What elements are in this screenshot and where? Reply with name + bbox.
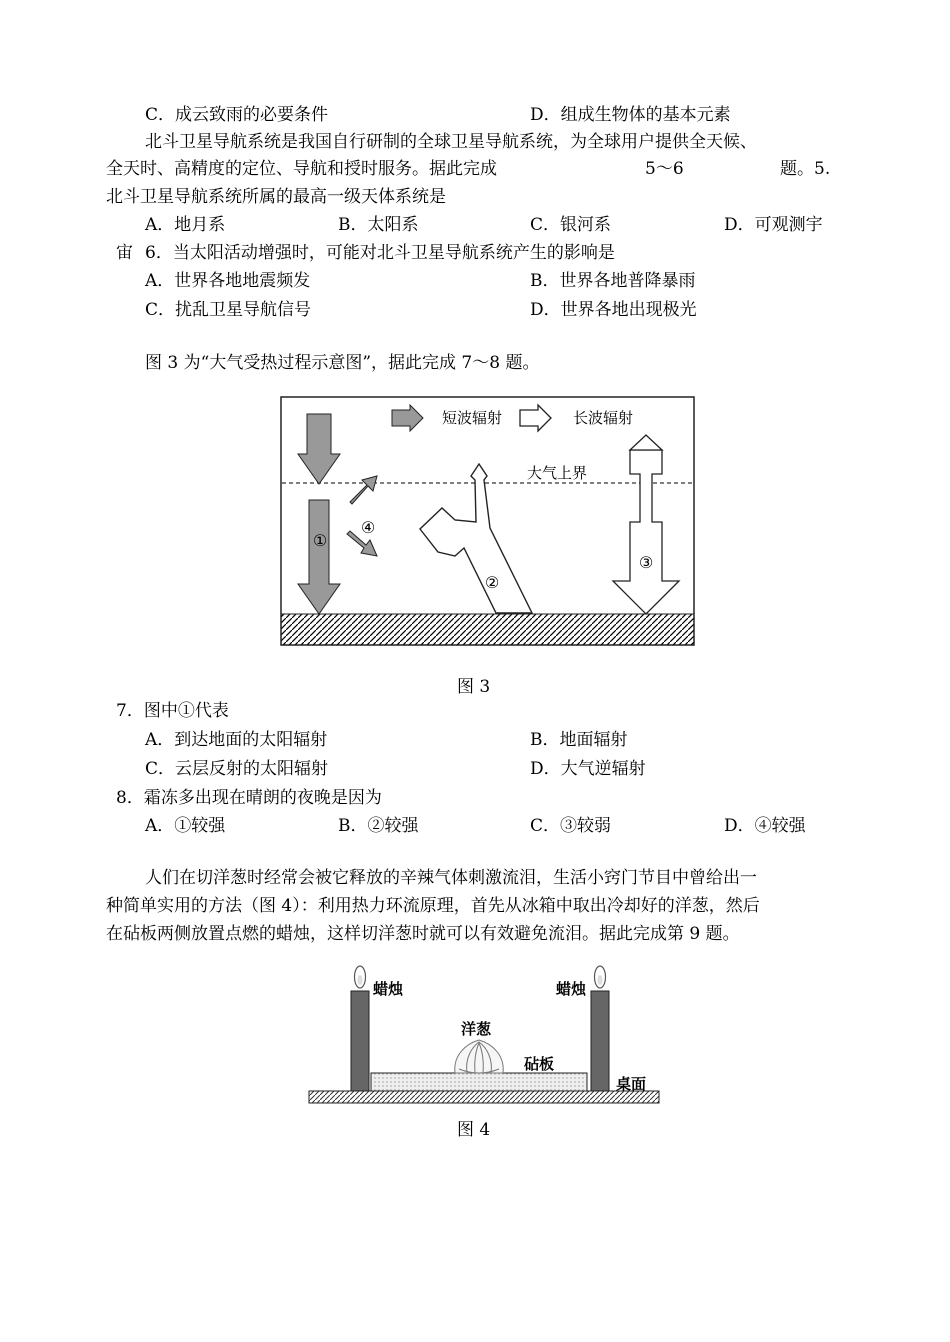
q6-option-d: D．世界各地出现极光 (530, 300, 697, 320)
q7-stem: 7．图中①代表 (116, 701, 229, 721)
q8-option-a: A．①较强 (145, 816, 226, 836)
q7-option-b: B．地面辐射 (530, 730, 628, 750)
q8-option-b: B．②较强 (338, 816, 419, 836)
figure-4-caption: 图 4 (457, 1120, 491, 1140)
figure-4-diagram (305, 960, 665, 1110)
q7-option-a: A．到达地面的太阳辐射 (145, 730, 328, 750)
q8-option-c: C．③较弱 (530, 816, 612, 836)
intro-5-6-range: 5～6 (645, 159, 684, 179)
q6-option-b: B．世界各地普降暴雨 (530, 271, 696, 291)
figure-3-caption: 图 3 (457, 677, 491, 697)
intro-9-line2: 种简单实用的方法（图 4）：利用热力环流原理，首先从冰箱中取出冷却好的洋葱，然后 (106, 896, 760, 916)
q6-stem: 6．当太阳活动增强时，可能对北斗卫星导航系统产生的影响是 (145, 243, 615, 263)
figure-3-diagram (280, 396, 698, 648)
q8-option-d: D．④较强 (724, 816, 806, 836)
label-4: ④ (360, 518, 376, 537)
candle-right-label: 蜡烛 (556, 980, 587, 998)
candle-left-label: 蜡烛 (373, 980, 404, 998)
q6-option-a: A．世界各地地震频发 (145, 271, 311, 291)
label-1: ① (312, 531, 328, 550)
legend-long-wave: 长波辐射 (573, 409, 634, 427)
intro-5-6-line2: 全天时、高精度的定位、导航和授时服务。据此完成 (106, 159, 497, 179)
onion-label: 洋葱 (461, 1020, 492, 1038)
q5-option-a: A．地月系 (145, 215, 226, 235)
q4-option-d: D．组成生物体的基本元素 (530, 105, 731, 125)
intro-7-8: 图 3 为“大气受热过程示意图”，据此完成 7～8 题。 (145, 353, 540, 373)
q5-option-d: D．可观测宇 (724, 215, 823, 235)
onion-icon (455, 1040, 503, 1073)
table-label: 桌面 (616, 1075, 647, 1093)
intro-5-6-q5-start: 题。5. (780, 159, 831, 179)
q5-stem: 北斗卫星导航系统所属的最高一级天体系统是 (106, 187, 446, 207)
q5-option-b: B．太阳系 (338, 215, 419, 235)
label-3: ③ (638, 553, 654, 572)
atmosphere-top-label: 大气上界 (527, 464, 588, 482)
q5-option-d-continued: 宙 (116, 243, 133, 263)
intro-5-6-line1: 北斗卫星导航系统是我国自行研制的全球卫星导航系统，为全球用户提供全天候、 (145, 132, 757, 152)
q7-option-c: C．云层反射的太阳辐射 (145, 759, 329, 779)
q7-option-d: D．大气逆辐射 (530, 759, 646, 779)
legend-short-wave: 短波辐射 (442, 409, 503, 427)
q8-stem: 8．霜冻多出现在晴朗的夜晚是因为 (116, 788, 382, 808)
q6-option-c: C．扰乱卫星导航信号 (145, 300, 312, 320)
board-label: 砧板 (524, 1055, 555, 1073)
q5-option-c: C．银河系 (530, 215, 612, 235)
q4-option-c: C．成云致雨的必要条件 (145, 105, 329, 125)
intro-9-line3: 在砧板两侧放置点燃的蜡烛，这样切洋葱时就可以有效避免流泪。据此完成第 9 题。 (106, 924, 740, 944)
label-2: ② (484, 573, 500, 592)
intro-9-line1: 人们在切洋葱时经常会被它释放的辛辣气体刺激流泪，生活小窍门节目中曾给出一 (145, 868, 757, 888)
